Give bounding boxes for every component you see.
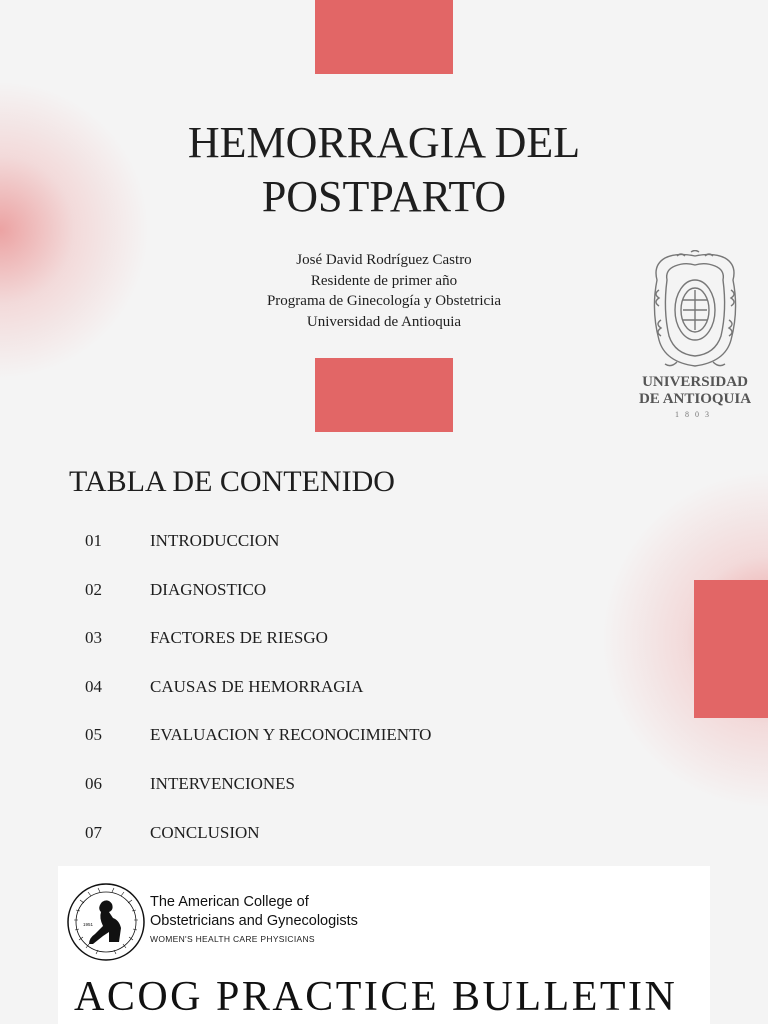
accent-block-right	[694, 580, 768, 718]
author-block	[184, 250, 584, 332]
toc-item-label: INTERVENCIONES	[150, 774, 296, 793]
toc-item-number: 04	[85, 677, 102, 696]
acog-name-line-2: Obstetricians and Gynecologists	[150, 913, 358, 929]
toc-item-label: INTRODUCCION	[150, 531, 280, 550]
toc-item-number: 07	[85, 823, 102, 842]
author-program: Programa de Ginecología y Obstetricia	[266, 293, 502, 309]
udea-name-line-1: UNIVERSIDAD	[642, 374, 748, 390]
udea-year: 1803	[675, 410, 715, 419]
title-line-2: POSTPARTO	[261, 172, 507, 221]
udea-name	[630, 374, 760, 408]
toc-item-label: CAUSAS DE HEMORRAGIA	[150, 677, 364, 696]
title-line-1: HEMORRAGIA DEL	[187, 118, 581, 167]
svg-text:1951: 1951	[83, 922, 94, 927]
acog-bulletin-title: ACOG PRACTICE BULLETIN	[74, 974, 678, 1020]
acog-tagline: WOMEN'S HEALTH CARE PHYSICIANS	[150, 934, 315, 944]
toc-item-label: DIAGNOSTICO	[150, 580, 267, 599]
acog-bulletin-image	[58, 866, 710, 1024]
accent-block-middle	[315, 358, 453, 432]
udea-name-line-2: DE ANTIOQUIA	[638, 391, 752, 407]
toc-item-label: FACTORES DE RIESGO	[150, 628, 328, 647]
toc-item-number: 03	[85, 628, 102, 647]
toc-item-number: 05	[85, 725, 102, 744]
author-role: Residente de primer año	[310, 272, 458, 289]
toc-title: TABLA DE CONTENIDO	[69, 465, 395, 498]
acog-name-line-1: The American College of	[150, 894, 309, 910]
toc-item-number: 01	[85, 531, 102, 550]
author-university: Universidad de Antioquia	[306, 313, 462, 330]
toc-item-number: 06	[85, 774, 102, 793]
page-title	[84, 116, 684, 224]
toc-item-label: CONCLUSION	[150, 823, 260, 842]
university-seal-icon	[647, 250, 743, 370]
toc-item-label: EVALUACION Y RECONOCIMIENTO	[150, 725, 432, 744]
author-name: José David Rodríguez Castro	[296, 252, 472, 268]
udea-logo	[630, 250, 760, 430]
accent-block-top	[315, 0, 453, 74]
acog-seal-icon	[66, 880, 146, 964]
toc-item-number: 02	[85, 580, 102, 599]
